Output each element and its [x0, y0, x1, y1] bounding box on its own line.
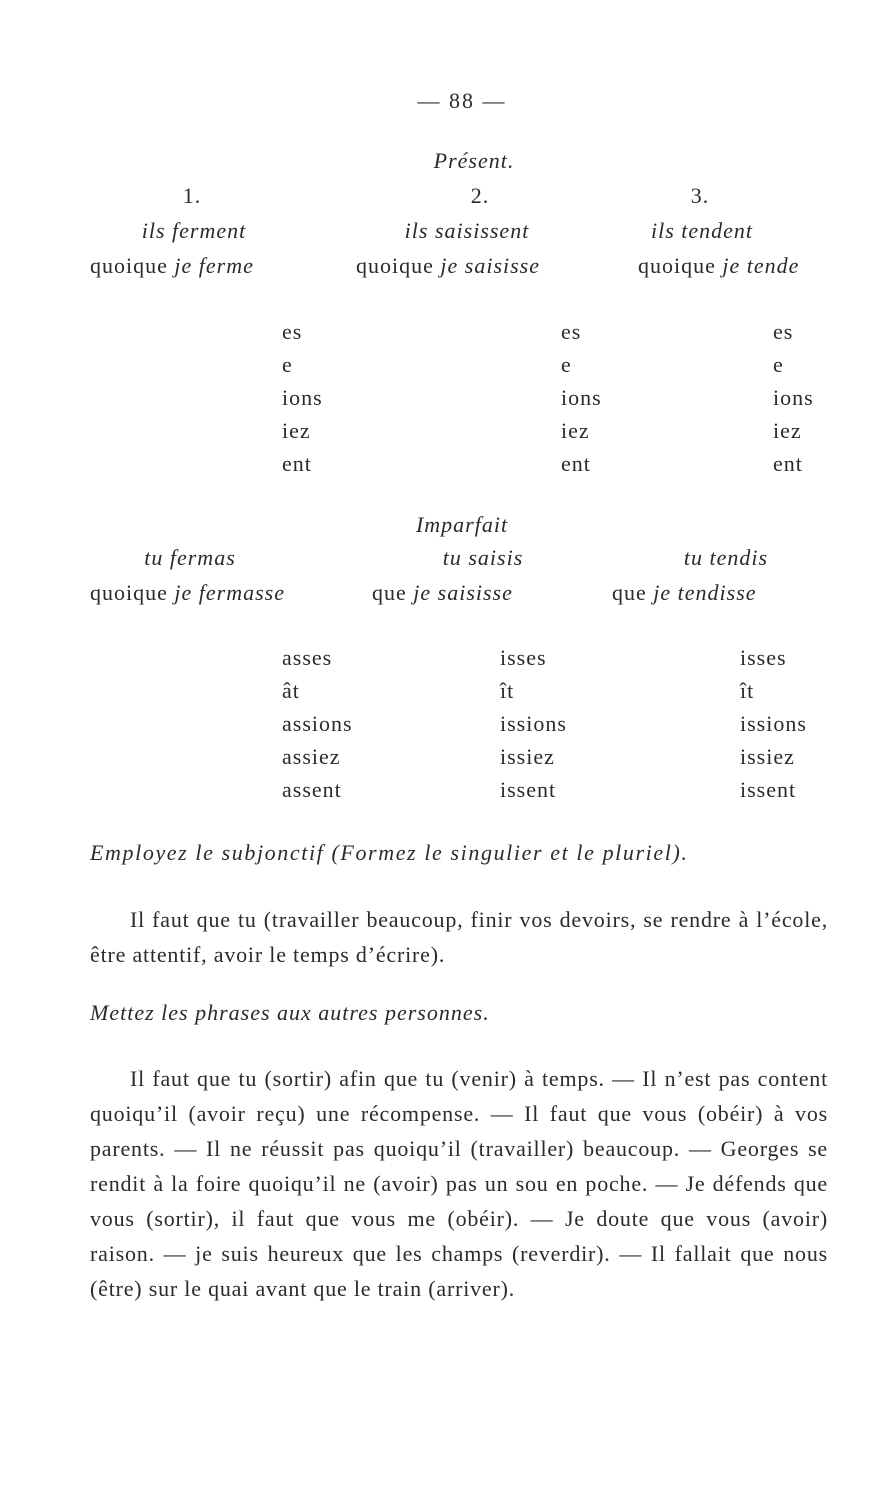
ending: e [773, 352, 784, 377]
group-2-present-endings [561, 315, 602, 480]
ending: es [282, 319, 303, 344]
ending: issent [740, 777, 797, 802]
ending: es [561, 319, 582, 344]
group-1-present-endings [282, 315, 323, 480]
ending: ions [561, 385, 602, 410]
ending: ent [773, 451, 803, 476]
subjunctive-prefix: que [372, 580, 407, 605]
group-3-imparfait-endings [740, 641, 807, 806]
ending: ît [500, 678, 515, 703]
ending: issiez [500, 744, 555, 769]
ending: iez [561, 418, 590, 443]
ending: issions [500, 711, 567, 736]
group-1-present-verb: ils ferment [141, 218, 247, 243]
group-1-past-verb: tu fermas [144, 545, 236, 570]
ending: issent [500, 777, 557, 802]
group-1-number: 1. [182, 183, 202, 208]
ending: iez [773, 418, 802, 443]
ending: ions [282, 385, 323, 410]
group-2-imparfait-subjunctive [372, 580, 513, 606]
ending: es [773, 319, 794, 344]
subjunctive-prefix: quoique [90, 253, 168, 278]
group-3-present-verb: ils tendent [650, 218, 754, 243]
ending: ât [282, 678, 300, 703]
group-3-past-verb: tu tendis [683, 545, 769, 570]
group-2-present-verb: ils saisissent [404, 218, 530, 243]
group-2-past-verb: tu saisis [442, 545, 524, 570]
subjunctive-form: je tende [722, 253, 800, 278]
subjunctive-form: je tendisse [653, 580, 757, 605]
ending: asses [282, 645, 333, 670]
group-1-present-subjunctive [90, 253, 254, 279]
group-1-imparfait-subjunctive [90, 580, 285, 606]
ending: assiez [282, 744, 341, 769]
exercise-1-text: Il faut que tu (travailler beaucoup, finir vos devoirs, se rendre à l’école, être attentif, avoir le temps d’écrire). [90, 907, 828, 967]
ending: issiez [740, 744, 795, 769]
group-3-present-subjunctive [638, 253, 799, 279]
subjunctive-prefix: que [612, 580, 647, 605]
ending: isses [500, 645, 547, 670]
page-number: — 88 — [417, 88, 507, 113]
subjunctive-prefix: quoique [638, 253, 716, 278]
ending: assions [282, 711, 353, 736]
group-2-number: 2. [470, 183, 490, 208]
group-3-present-endings [773, 315, 814, 480]
ending: ent [561, 451, 591, 476]
subjunctive-prefix: quoique [356, 253, 434, 278]
group-2-imparfait-endings [500, 641, 567, 806]
subjunctive-form: je fermasse [174, 580, 285, 605]
group-3-number: 3. [690, 183, 710, 208]
ending: isses [740, 645, 787, 670]
present-heading: Présent. [433, 148, 515, 173]
subjunctive-form: je saisisse [440, 253, 541, 278]
group-3-imparfait-subjunctive [612, 580, 757, 606]
subjunctive-form: je saisisse [413, 580, 513, 605]
ending: ions [773, 385, 814, 410]
ending: issions [740, 711, 807, 736]
group-1-imparfait-endings [282, 641, 353, 806]
exercise-1-instruction: Employez le subjonctif (Formez le singulier et le pluriel). [90, 840, 689, 865]
ending: iez [282, 418, 311, 443]
exercise-2-instruction: Mettez les phrases aux autres personnes. [90, 1000, 490, 1025]
group-2-present-subjunctive [356, 253, 540, 279]
exercise-2-text: Il faut que tu (sortir) afin que tu (venir) à temps. — Il n’est pas content quoiqu’il (avoir reçu) une récompense. — Il faut que vous (obéir) à vos parents. — Il ne réussit pas quoiqu’il (travailler) beaucoup. — Georges se rendit à la foire quoiqu’il ne (avoir) pas un sou en poche. — Je défends que vous (sortir), il faut que vous me (obéir). — Je doute que vous (avoir) raison. — je suis heureux que les champs (reverdir). — Il fallait que nous (être) sur le quai avant que le train (arriver). [90, 1066, 828, 1301]
ending: ent [282, 451, 312, 476]
ending: ît [740, 678, 755, 703]
ending: assent [282, 777, 342, 802]
subjunctive-form: je ferme [174, 253, 254, 278]
subjunctive-prefix: quoique [90, 580, 168, 605]
ending: e [561, 352, 572, 377]
imparfait-heading: Imparfait [415, 512, 509, 537]
ending: e [282, 352, 293, 377]
